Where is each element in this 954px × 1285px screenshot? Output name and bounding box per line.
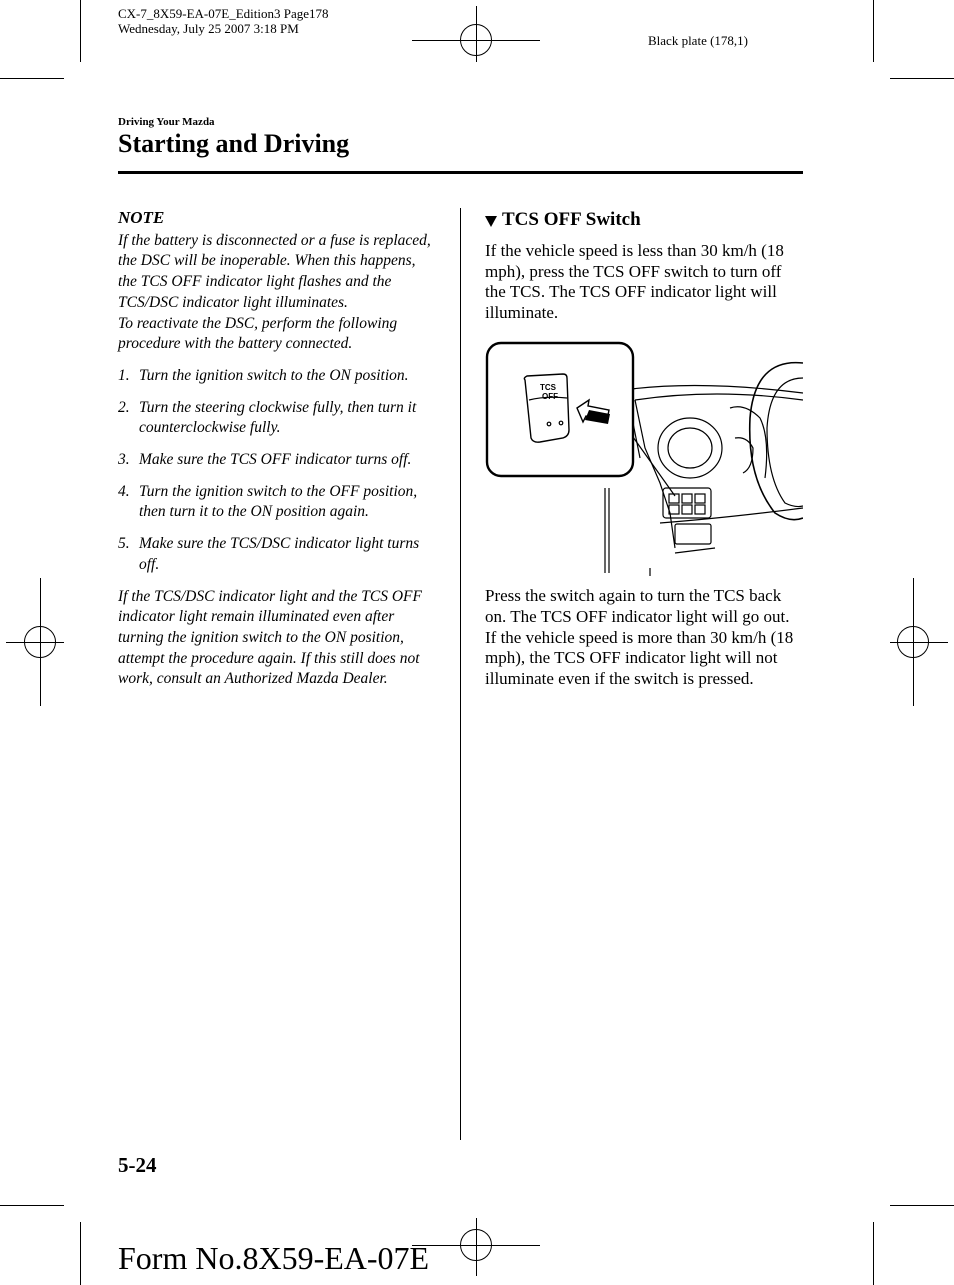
crop-mark [0, 78, 64, 79]
step-text: Make sure the TCS/DSC indicator light turns off. [139, 535, 420, 573]
list-item [118, 482, 438, 523]
crop-mark [80, 0, 81, 62]
crop-mark [890, 78, 954, 79]
registration-mark [897, 626, 929, 658]
page-number: 5-24 [118, 1153, 157, 1177]
crop-mark [873, 0, 874, 62]
crop-mark [0, 1205, 64, 1206]
registration-mark [460, 24, 492, 56]
step-number: 3. [118, 451, 130, 469]
tcs-paragraph-1: If the vehicle speed is less than 30 km/h (18 mph), press the TCS OFF switch to turn off the TCS. The TCS OFF indicator light will illuminate. [485, 240, 784, 323]
list-item [118, 450, 438, 471]
switch-label-off: OFF [542, 392, 558, 401]
crop-mark [873, 1222, 874, 1285]
triangle-down-icon [485, 216, 497, 227]
note-intro: If the battery is disconnected or a fuse is replaced, the DSC will be inoperable. When this happens, the TCS OFF indicator light flashes and the TCS/DSC indicator light illuminates. [118, 231, 431, 311]
crop-mark [80, 1222, 81, 1285]
page-title: Starting and Driving [118, 129, 350, 158]
step-text: Turn the steering clockwise fully, then turn it counterclockwise fully. [139, 398, 417, 437]
switch-label-tcs: TCS [540, 383, 556, 392]
step-number: 4. [118, 482, 130, 500]
step-text: Turn the ignition switch to the ON position. [139, 366, 409, 384]
note-block [118, 208, 438, 701]
step-text: Make sure the TCS OFF indicator turns off. [139, 451, 412, 469]
print-info: CX-7_8X59-EA-07E_Edition3 Page178 Wednesday, July 25 2007 3:18 PM [118, 6, 329, 36]
crop-mark [890, 1205, 954, 1206]
note-outro: If the TCS/DSC indicator light and the TCS OFF indicator light remain illuminated even after turning the ignition switch to the ON position, attempt the procedure again. If this still does not work, consult an Authorized Mazda Dealer. [118, 587, 422, 688]
step-number: 5. [118, 535, 130, 553]
registration-mark [460, 1229, 492, 1261]
plate-label: Black plate (178,1) [648, 33, 748, 48]
tcs-switch-illustration [485, 338, 803, 578]
tcs-heading [485, 210, 803, 231]
note-intro-2: To reactivate the DSC, perform the following procedure with the battery connected. [118, 314, 398, 353]
column-divider [460, 208, 461, 1140]
list-item [118, 534, 438, 575]
step-text: Turn the ignition switch to the OFF position, then turn it to the ON position again. [139, 482, 418, 521]
registration-mark [24, 626, 56, 658]
list-item [118, 398, 438, 439]
section-title: Driving Your Mazda [118, 116, 215, 128]
tcs-heading-text: TCS OFF Switch [502, 209, 641, 230]
list-item [118, 366, 438, 387]
note-steps [118, 366, 438, 576]
tcs-paragraph-2: Press the switch again to turn the TCS back on. The TCS OFF indicator light will go out. If the vehicle speed is more than 30 km/h (18 mph), the TCS OFF indicator light will not illuminate even if the switch is pressed. [485, 586, 794, 689]
step-number: 2. [118, 398, 130, 416]
tcs-section [485, 210, 803, 324]
tcs-section-continued [485, 586, 803, 690]
note-title: NOTE [118, 208, 165, 227]
step-number: 1. [118, 366, 130, 384]
title-rule [118, 171, 803, 174]
form-number: Form No.8X59-EA-07E [118, 1240, 430, 1276]
